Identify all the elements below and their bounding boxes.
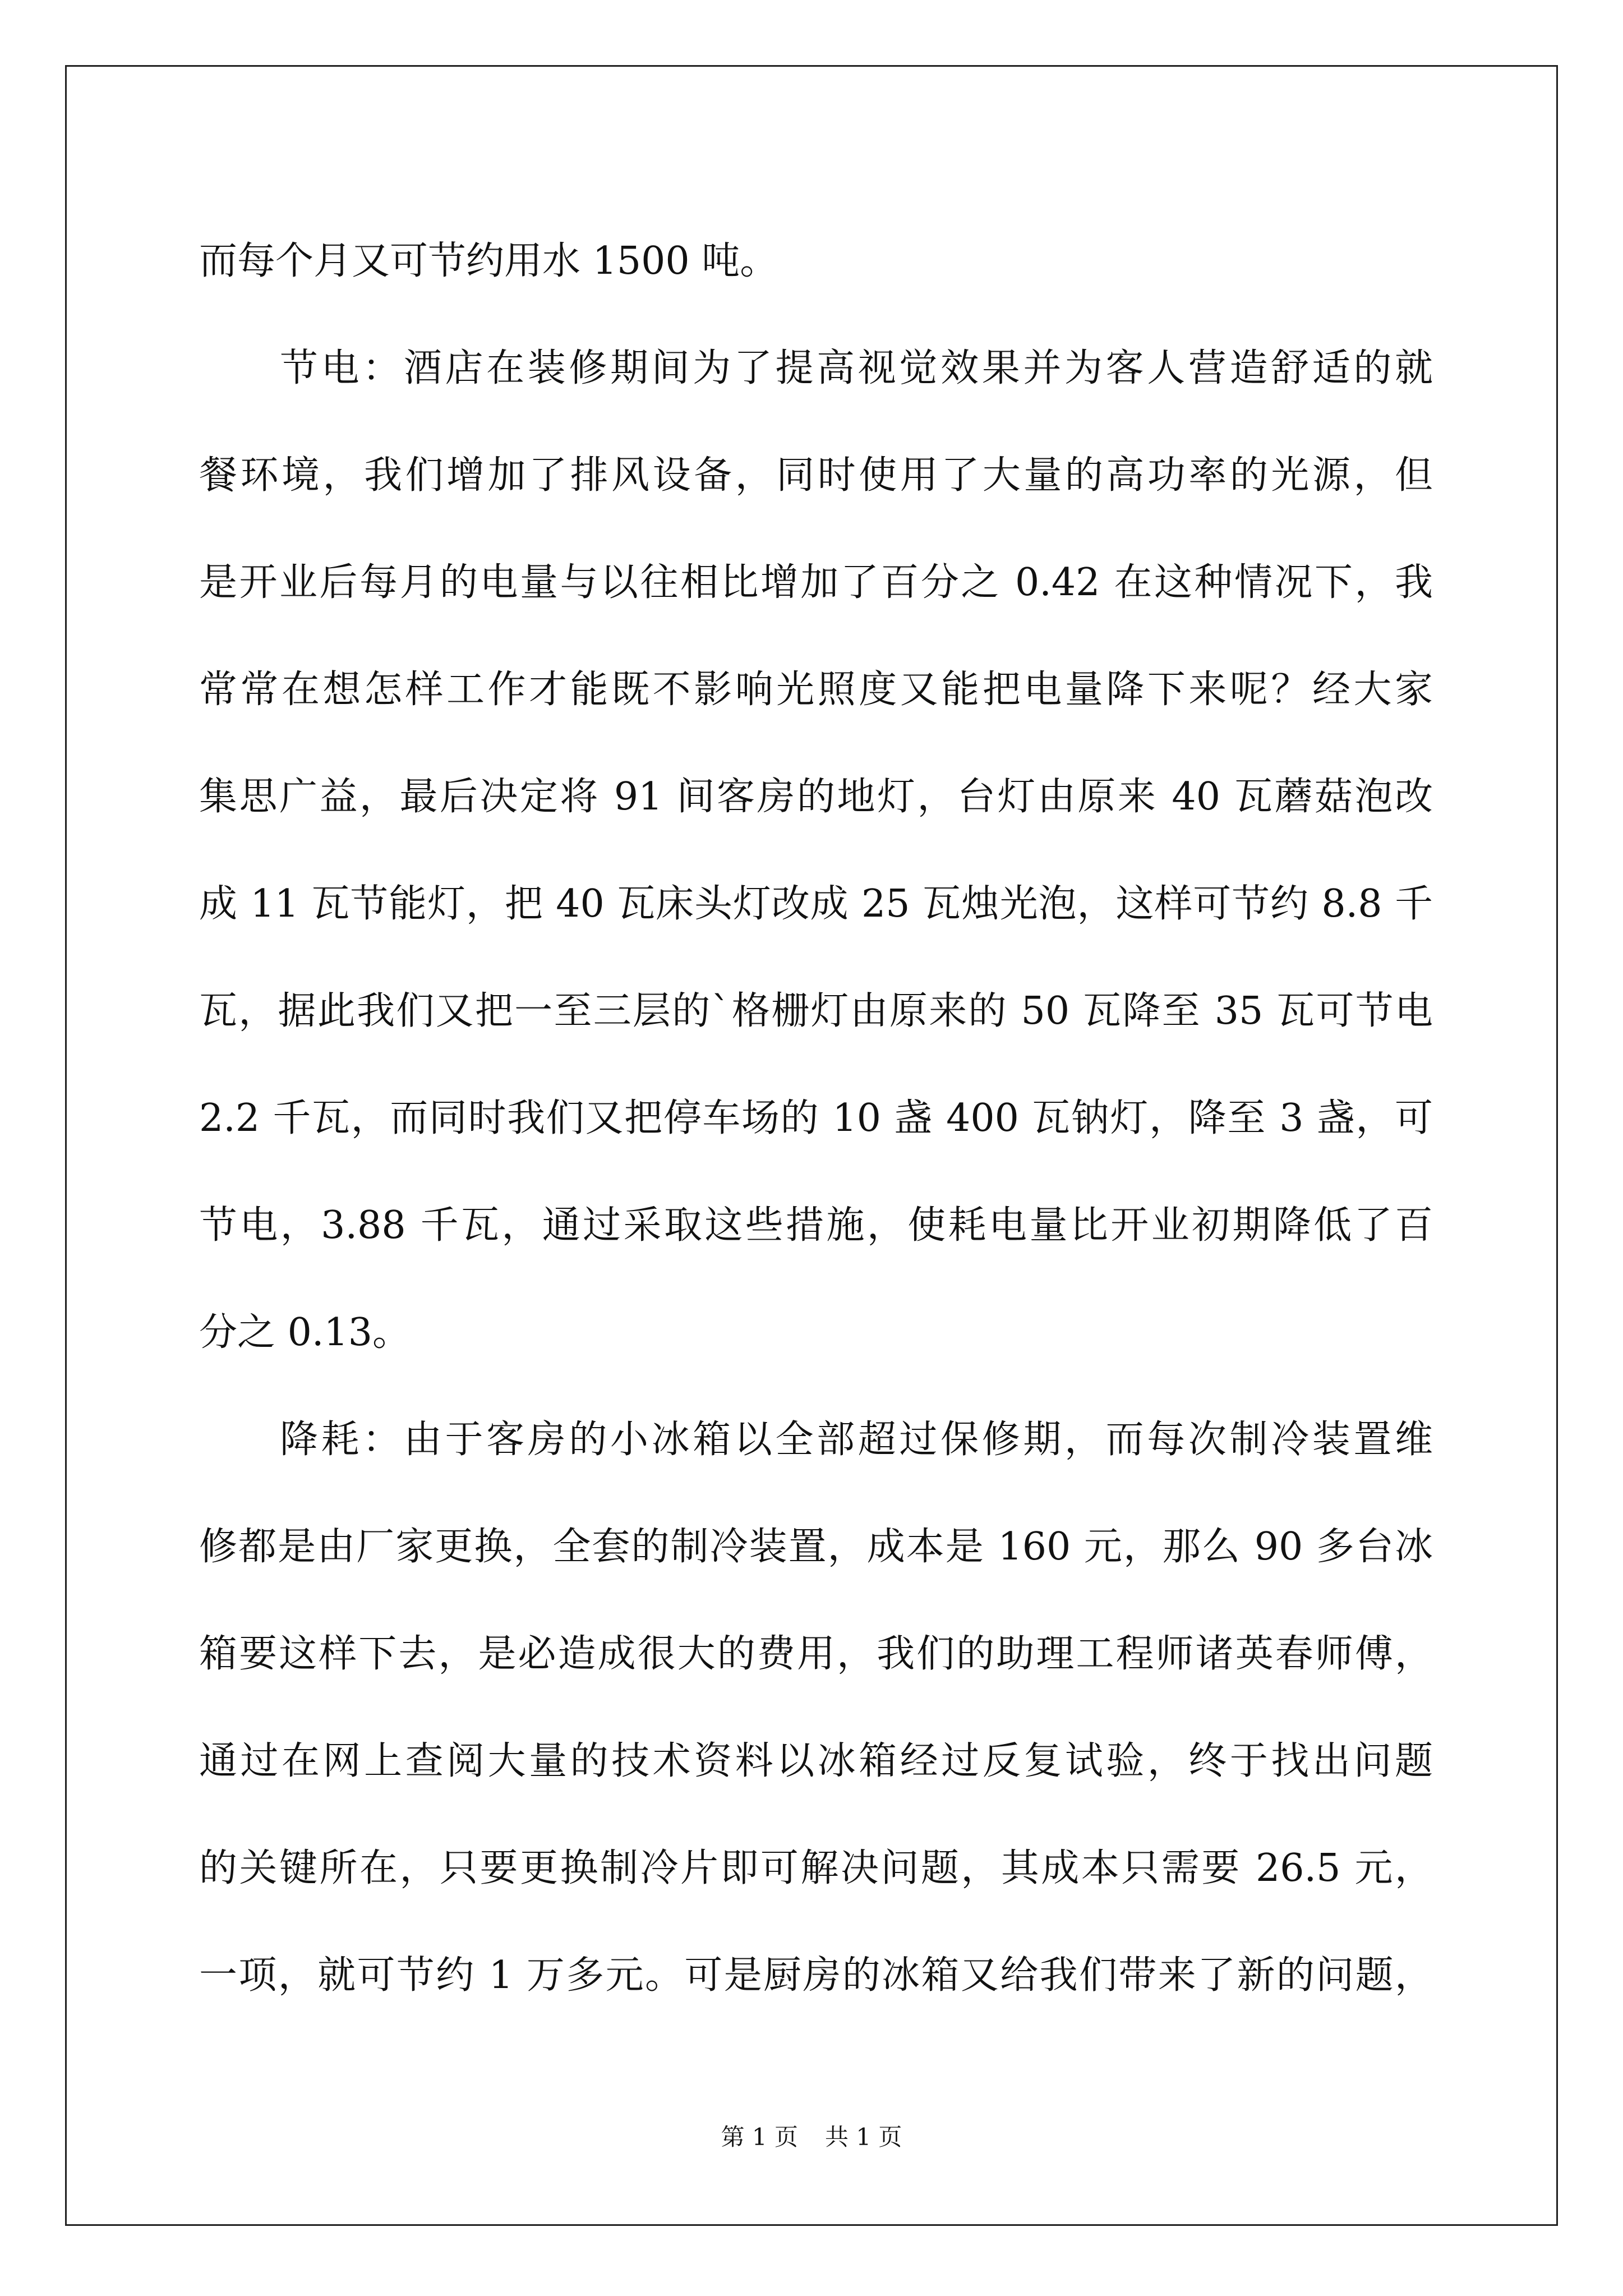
text-line: 是开业后每月的电量与以往相比增加了百分之 0.42 在这种情况下，我 [199,560,1433,605]
text-line: 分之 0.13。 [199,1310,411,1355]
text-line: 修都是由厂家更换，全套的制冷装置，成本是 160 元，那么 90 多台冰 [199,1525,1433,1569]
text-line: 2.2 千瓦，而同时我们又把停车场的 10 盏 400 瓦钠灯，降至 3 盏，可 [199,1096,1433,1140]
text-line: 一项，就可节约 1 万多元。可是厨房的冰箱又给我们带来了新的问题， [199,1953,1433,1998]
paragraph-start-line: 节电：酒店在装修期间为了提高视觉效果并为客人营造舒适的就 [280,346,1433,390]
text-line: 餐环境，我们增加了排风设备，同时使用了大量的高功率的光源，但 [199,453,1433,498]
text-line: 的关键所在，只要更换制冷片即可解决问题，其成本只需要 26.5 元， [199,1846,1433,1890]
text-line: 箱要这样下去，是必造成很大的费用，我们的助理工程师诸英春师傅， [199,1632,1433,1676]
text-line: 通过在网上查阅大量的技术资料以冰箱经过反复试验，终于找出问题 [199,1739,1433,1783]
text-line: 集思广益，最后决定将 91 间客房的地灯，台灯由原来 40 瓦蘑菇泡改 [199,775,1433,819]
body-text [199,208,1433,2029]
text-line: 瓦，据此我们又把一至三层的`格栅灯由原来的 50 瓦降至 35 瓦可节电 [199,989,1433,1033]
text-line: 成 11 瓦节能灯，把 40 瓦床头灯改成 25 瓦烛光泡，这样可节约 8.8 千 [199,882,1433,926]
page-count: 共 1 页 [825,2123,902,2151]
page-number: 第 1 页 [721,2123,798,2151]
text-line: 节电，3.88 千瓦，通过采取这些措施，使耗电量比开业初期降低了百 [199,1203,1433,1248]
paragraph-start-line: 降耗：由于客房的小冰箱以全部超过保修期，而每次制冷装置维 [280,1418,1433,1462]
text-line: 而每个月又可节约用水 1500 吨。 [199,239,778,283]
page-footer [0,2120,1623,2154]
text-line: 常常在想怎样工作才能既不影响光照度又能把电量降下来呢？经大家 [199,668,1433,712]
